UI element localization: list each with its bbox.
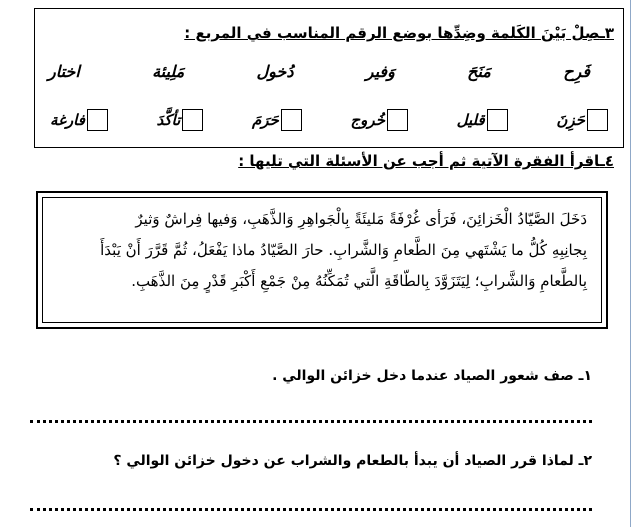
question-3-number: ٣ـ: [599, 24, 614, 42]
sub-question-1: ١ـ صف شعور الصياد عندما دخل خزائن الوالي .: [272, 368, 592, 384]
option-word: تأكَّدَ: [156, 111, 181, 129]
word-item: فَرِح: [563, 62, 590, 81]
option-item: [556, 109, 608, 131]
option-word: حَرَمَ: [251, 111, 279, 129]
option-item: [50, 109, 108, 131]
answer-line-2[interactable]: [30, 508, 592, 511]
option-word: حَزِنَ: [556, 111, 585, 129]
passage-line: بِالطَّعامِ وَالشَّرابِ؛ لِيَتَزَوَّدَ بِالطّاقَةِ الَّتي تُمَكِّنُهُ مِنْ جَمْعِ أَكْبَرِ قَدْرٍ مِنَ الذَّهَبِ.: [131, 272, 587, 290]
passage-line: بِجانِبِهِ كُلُّ ما يَشْتَهي مِنَ الطَّعامِ وَالشَّرابِ. حارَ الصَّيّادُ ماذا يَفْعَلُ، ثُمَّ قَرَّرَ أَنْ يَبْدَأَ: [100, 241, 587, 259]
option-item: [252, 109, 302, 131]
word-item: وَفير: [365, 62, 395, 81]
option-word: فارغة: [50, 111, 85, 129]
word-item: اختار: [48, 62, 80, 81]
passage-line: دَخَلَ الصَّيّادُ الْخَزائِنَ، فَرَأى غُرْفَةً مَليئَةً بِالْجَواهِرِ وَالذَّهَبِ، وَفيها فِراشٌ وَثيرٌ: [135, 210, 587, 228]
word-item: دُخول: [256, 62, 294, 81]
question-3-title: [184, 24, 614, 42]
option-item: [157, 109, 204, 131]
answer-box[interactable]: [281, 109, 302, 131]
answer-box[interactable]: [182, 109, 203, 131]
word-item: مَلِيئة: [152, 62, 185, 81]
answer-box[interactable]: [487, 109, 508, 131]
option-item: [351, 109, 408, 131]
option-word: خُروج: [350, 111, 385, 129]
passage-frame: [36, 191, 608, 329]
question-4-number: ٤ـ: [599, 152, 614, 170]
question-3-options: [50, 108, 608, 132]
question-4-title: [238, 152, 614, 170]
word-item: مَنَحَ: [467, 62, 491, 81]
answer-box[interactable]: [387, 109, 408, 131]
question-4-text: اقرأ الفقرة الآتية ثم أجب عن الأسئلة التي تليها :: [238, 152, 600, 170]
question-3-words: [48, 62, 590, 84]
answer-line-1[interactable]: [30, 420, 592, 423]
option-item: [457, 109, 508, 131]
option-word: قليل: [456, 111, 485, 129]
question-3-text: صِلْ بَيْنَ الكَلمة وضِدِّها بوضع الرقم المناسب في المربع :: [184, 24, 600, 42]
sub-question-2: ٢ـ لماذا قرر الصياد أن يبدأ بالطعام والشراب عن دخول خزائن الوالي ؟: [113, 453, 592, 469]
passage-text: [42, 197, 602, 323]
answer-box[interactable]: [87, 109, 108, 131]
answer-box[interactable]: [587, 109, 608, 131]
